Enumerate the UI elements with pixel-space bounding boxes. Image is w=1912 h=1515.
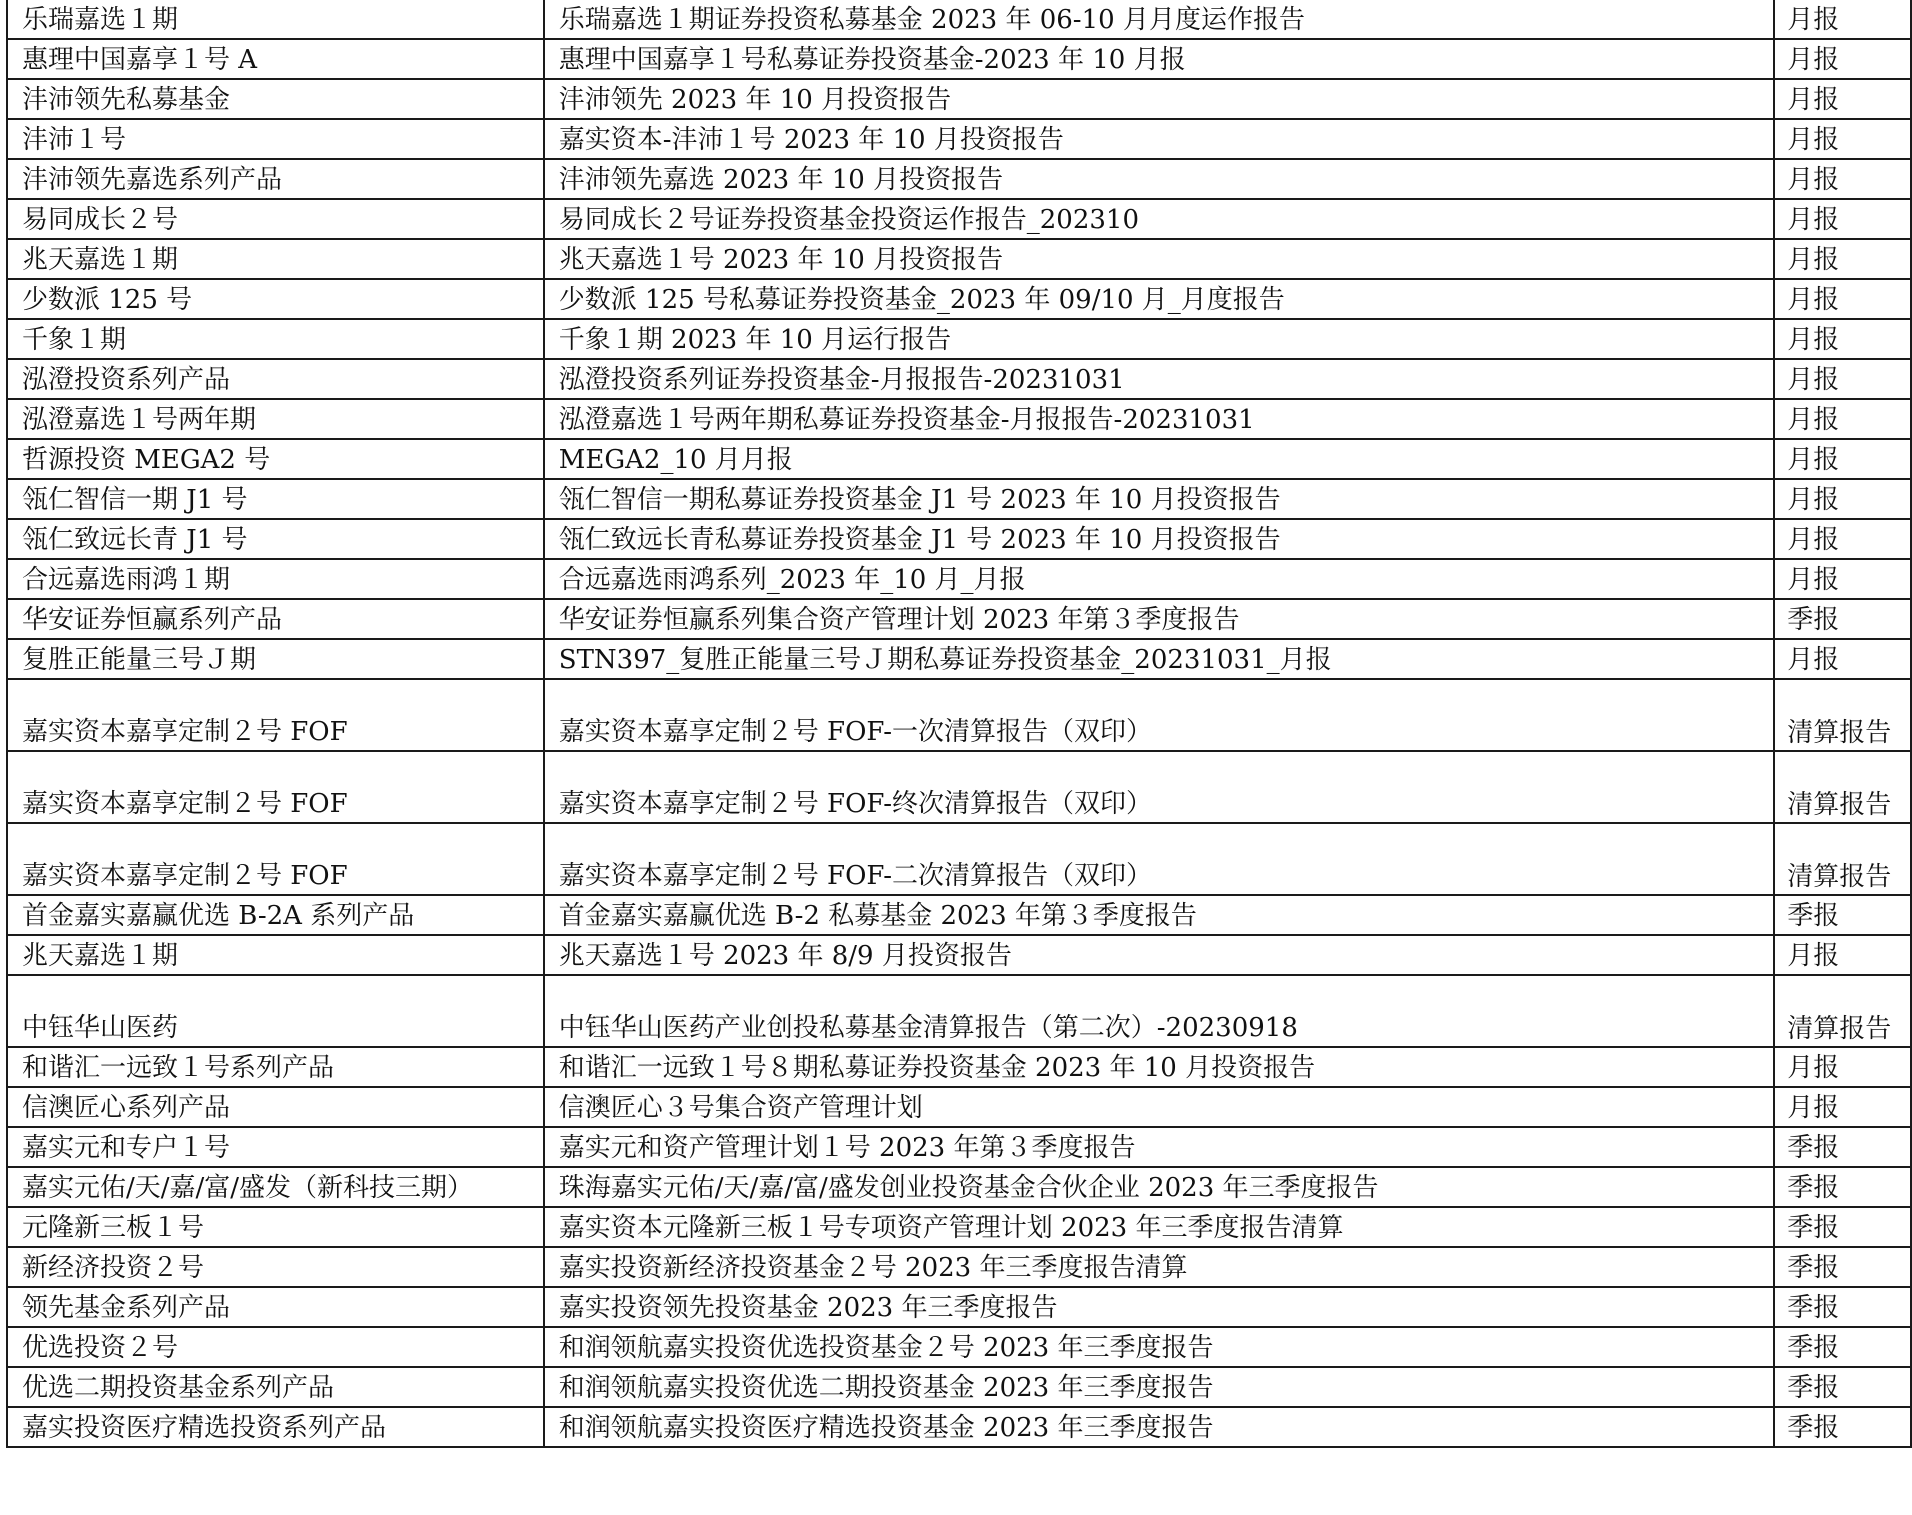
report-type-cell: 清算报告 <box>1774 975 1911 1047</box>
report-title-cell: 和润领航嘉实投资优选投资基金２号 2023 年三季度报告 <box>544 1327 1774 1367</box>
report-title-cell: 珠海嘉实元佑/天/嘉/富/盛发创业投资基金合伙企业 2023 年三季度报告 <box>544 1167 1774 1207</box>
product-name-cell: 中钰华山医药 <box>7 975 544 1047</box>
product-name-cell: 兆天嘉选１期 <box>7 239 544 279</box>
product-name-cell: 嘉实元佑/天/嘉/富/盛发（新科技三期） <box>7 1167 544 1207</box>
table-row <box>7 1367 1911 1407</box>
product-name-cell: 复胜正能量三号Ｊ期 <box>7 639 544 679</box>
table-row <box>7 199 1911 239</box>
report-title-cell: 兆天嘉选１号 2023 年 10 月投资报告 <box>544 239 1774 279</box>
report-table-body <box>7 0 1911 1447</box>
report-title-cell: 易同成长２号证券投资基金投资运作报告_202310 <box>544 199 1774 239</box>
product-name-cell: 沣沛领先私募基金 <box>7 79 544 119</box>
table-row <box>7 1047 1911 1087</box>
table-row <box>7 751 1911 823</box>
product-name-cell: 华安证券恒赢系列产品 <box>7 599 544 639</box>
report-type-cell: 月报 <box>1774 79 1911 119</box>
table-row <box>7 895 1911 935</box>
report-title-cell: 首金嘉实嘉赢优选 B-2 私募基金 2023 年第３季度报告 <box>544 895 1774 935</box>
product-name-cell: 优选二期投资基金系列产品 <box>7 1367 544 1407</box>
report-type-cell: 月报 <box>1774 279 1911 319</box>
report-type-cell: 月报 <box>1774 199 1911 239</box>
report-type-cell: 月报 <box>1774 1047 1911 1087</box>
table-row <box>7 599 1911 639</box>
report-title-cell: 和谐汇一远致１号８期私募证券投资基金 2023 年 10 月投资报告 <box>544 1047 1774 1087</box>
table-row <box>7 279 1911 319</box>
table-row <box>7 1087 1911 1127</box>
report-type-cell: 季报 <box>1774 1207 1911 1247</box>
table-row <box>7 399 1911 439</box>
report-title-cell: STN397_复胜正能量三号Ｊ期私募证券投资基金_20231031_月报 <box>544 639 1774 679</box>
report-title-cell: 嘉实资本嘉享定制２号 FOF-一次清算报告（双印） <box>544 679 1774 751</box>
report-title-cell: 乐瑞嘉选１期证券投资私募基金 2023 年 06-10 月月度运作报告 <box>544 0 1774 39</box>
table-row <box>7 479 1911 519</box>
product-name-cell: 嘉实资本嘉享定制２号 FOF <box>7 751 544 823</box>
report-type-cell: 清算报告 <box>1774 679 1911 751</box>
product-name-cell: 首金嘉实嘉赢优选 B-2A 系列产品 <box>7 895 544 935</box>
table-row <box>7 639 1911 679</box>
table-row <box>7 823 1911 895</box>
report-type-cell: 月报 <box>1774 0 1911 39</box>
table-row <box>7 1327 1911 1367</box>
report-type-cell: 季报 <box>1774 1127 1911 1167</box>
report-type-cell: 月报 <box>1774 1087 1911 1127</box>
product-name-cell: 嘉实投资医疗精选投资系列产品 <box>7 1407 544 1447</box>
report-type-cell: 季报 <box>1774 599 1911 639</box>
report-title-cell: 泓澄投资系列证券投资基金-月报报告-20231031 <box>544 359 1774 399</box>
product-name-cell: 瓴仁智信一期 J1 号 <box>7 479 544 519</box>
report-title-cell: 嘉实资本嘉享定制２号 FOF-二次清算报告（双印） <box>544 823 1774 895</box>
report-title-cell: 惠理中国嘉享１号私募证券投资基金-2023 年 10 月报 <box>544 39 1774 79</box>
product-name-cell: 沣沛领先嘉选系列产品 <box>7 159 544 199</box>
report-table <box>6 0 1912 1448</box>
report-title-cell: 嘉实资本元隆新三板１号专项资产管理计划 2023 年三季度报告清算 <box>544 1207 1774 1247</box>
report-type-cell: 季报 <box>1774 1167 1911 1207</box>
product-name-cell: 泓澄投资系列产品 <box>7 359 544 399</box>
report-type-cell: 月报 <box>1774 439 1911 479</box>
report-type-cell: 月报 <box>1774 39 1911 79</box>
table-row <box>7 239 1911 279</box>
report-type-cell: 季报 <box>1774 895 1911 935</box>
report-type-cell: 季报 <box>1774 1247 1911 1287</box>
table-row <box>7 79 1911 119</box>
table-row <box>7 935 1911 975</box>
report-type-cell: 月报 <box>1774 159 1911 199</box>
table-row <box>7 1287 1911 1327</box>
product-name-cell: 千象１期 <box>7 319 544 359</box>
report-type-cell: 月报 <box>1774 359 1911 399</box>
report-type-cell: 月报 <box>1774 119 1911 159</box>
table-row <box>7 975 1911 1047</box>
report-type-cell: 月报 <box>1774 479 1911 519</box>
report-title-cell: 千象１期 2023 年 10 月运行报告 <box>544 319 1774 359</box>
report-type-cell: 月报 <box>1774 239 1911 279</box>
table-row <box>7 39 1911 79</box>
report-title-cell: 合远嘉选雨鸿系列_2023 年_10 月_月报 <box>544 559 1774 599</box>
report-title-cell: 信澳匠心３号集合资产管理计划 <box>544 1087 1774 1127</box>
table-row <box>7 679 1911 751</box>
product-name-cell: 元隆新三板１号 <box>7 1207 544 1247</box>
table-row <box>7 1407 1911 1447</box>
product-name-cell: 哲源投资 MEGA2 号 <box>7 439 544 479</box>
report-type-cell: 月报 <box>1774 559 1911 599</box>
report-title-cell: 嘉实投资领先投资基金 2023 年三季度报告 <box>544 1287 1774 1327</box>
table-row <box>7 559 1911 599</box>
report-type-cell: 季报 <box>1774 1327 1911 1367</box>
product-name-cell: 信澳匠心系列产品 <box>7 1087 544 1127</box>
table-row <box>7 519 1911 559</box>
report-title-cell: 瓴仁智信一期私募证券投资基金 J1 号 2023 年 10 月投资报告 <box>544 479 1774 519</box>
table-row <box>7 119 1911 159</box>
report-title-cell: MEGA2_10 月月报 <box>544 439 1774 479</box>
product-name-cell: 和谐汇一远致１号系列产品 <box>7 1047 544 1087</box>
product-name-cell: 沣沛１号 <box>7 119 544 159</box>
table-row <box>7 1247 1911 1287</box>
product-name-cell: 兆天嘉选１期 <box>7 935 544 975</box>
product-name-cell: 乐瑞嘉选１期 <box>7 0 544 39</box>
table-row <box>7 359 1911 399</box>
report-type-cell: 清算报告 <box>1774 823 1911 895</box>
report-type-cell: 月报 <box>1774 935 1911 975</box>
product-name-cell: 新经济投资２号 <box>7 1247 544 1287</box>
table-row <box>7 319 1911 359</box>
report-type-cell: 季报 <box>1774 1407 1911 1447</box>
product-name-cell: 瓴仁致远长青 J1 号 <box>7 519 544 559</box>
report-type-cell: 月报 <box>1774 639 1911 679</box>
product-name-cell: 少数派 125 号 <box>7 279 544 319</box>
report-title-cell: 泓澄嘉选１号两年期私募证券投资基金-月报报告-20231031 <box>544 399 1774 439</box>
product-name-cell: 泓澄嘉选１号两年期 <box>7 399 544 439</box>
report-title-cell: 兆天嘉选１号 2023 年 8/9 月投资报告 <box>544 935 1774 975</box>
report-title-cell: 嘉实元和资产管理计划１号 2023 年第３季度报告 <box>544 1127 1774 1167</box>
report-title-cell: 和润领航嘉实投资医疗精选投资基金 2023 年三季度报告 <box>544 1407 1774 1447</box>
product-name-cell: 惠理中国嘉享１号 A <box>7 39 544 79</box>
report-type-cell: 季报 <box>1774 1287 1911 1327</box>
product-name-cell: 优选投资２号 <box>7 1327 544 1367</box>
table-row <box>7 1207 1911 1247</box>
table-row <box>7 1167 1911 1207</box>
table-row <box>7 439 1911 479</box>
report-title-cell: 少数派 125 号私募证券投资基金_2023 年 09/10 月_月度报告 <box>544 279 1774 319</box>
report-type-cell: 月报 <box>1774 519 1911 559</box>
report-type-cell: 月报 <box>1774 319 1911 359</box>
report-title-cell: 中钰华山医药产业创投私募基金清算报告（第二次）-20230918 <box>544 975 1774 1047</box>
product-name-cell: 领先基金系列产品 <box>7 1287 544 1327</box>
table-row <box>7 0 1911 39</box>
report-title-cell: 嘉实资本嘉享定制２号 FOF-终次清算报告（双印） <box>544 751 1774 823</box>
report-title-cell: 华安证券恒赢系列集合资产管理计划 2023 年第３季度报告 <box>544 599 1774 639</box>
table-row <box>7 1127 1911 1167</box>
report-type-cell: 月报 <box>1774 399 1911 439</box>
product-name-cell: 嘉实资本嘉享定制２号 FOF <box>7 823 544 895</box>
report-type-cell: 季报 <box>1774 1367 1911 1407</box>
product-name-cell: 易同成长２号 <box>7 199 544 239</box>
table-row <box>7 159 1911 199</box>
report-title-cell: 瓴仁致远长青私募证券投资基金 J1 号 2023 年 10 月投资报告 <box>544 519 1774 559</box>
report-type-cell: 清算报告 <box>1774 751 1911 823</box>
report-title-cell: 和润领航嘉实投资优选二期投资基金 2023 年三季度报告 <box>544 1367 1774 1407</box>
report-title-cell: 沣沛领先 2023 年 10 月投资报告 <box>544 79 1774 119</box>
product-name-cell: 嘉实资本嘉享定制２号 FOF <box>7 679 544 751</box>
report-title-cell: 嘉实投资新经济投资基金２号 2023 年三季度报告清算 <box>544 1247 1774 1287</box>
report-title-cell: 嘉实资本-沣沛１号 2023 年 10 月投资报告 <box>544 119 1774 159</box>
product-name-cell: 合远嘉选雨鸿１期 <box>7 559 544 599</box>
product-name-cell: 嘉实元和专户１号 <box>7 1127 544 1167</box>
report-title-cell: 沣沛领先嘉选 2023 年 10 月投资报告 <box>544 159 1774 199</box>
